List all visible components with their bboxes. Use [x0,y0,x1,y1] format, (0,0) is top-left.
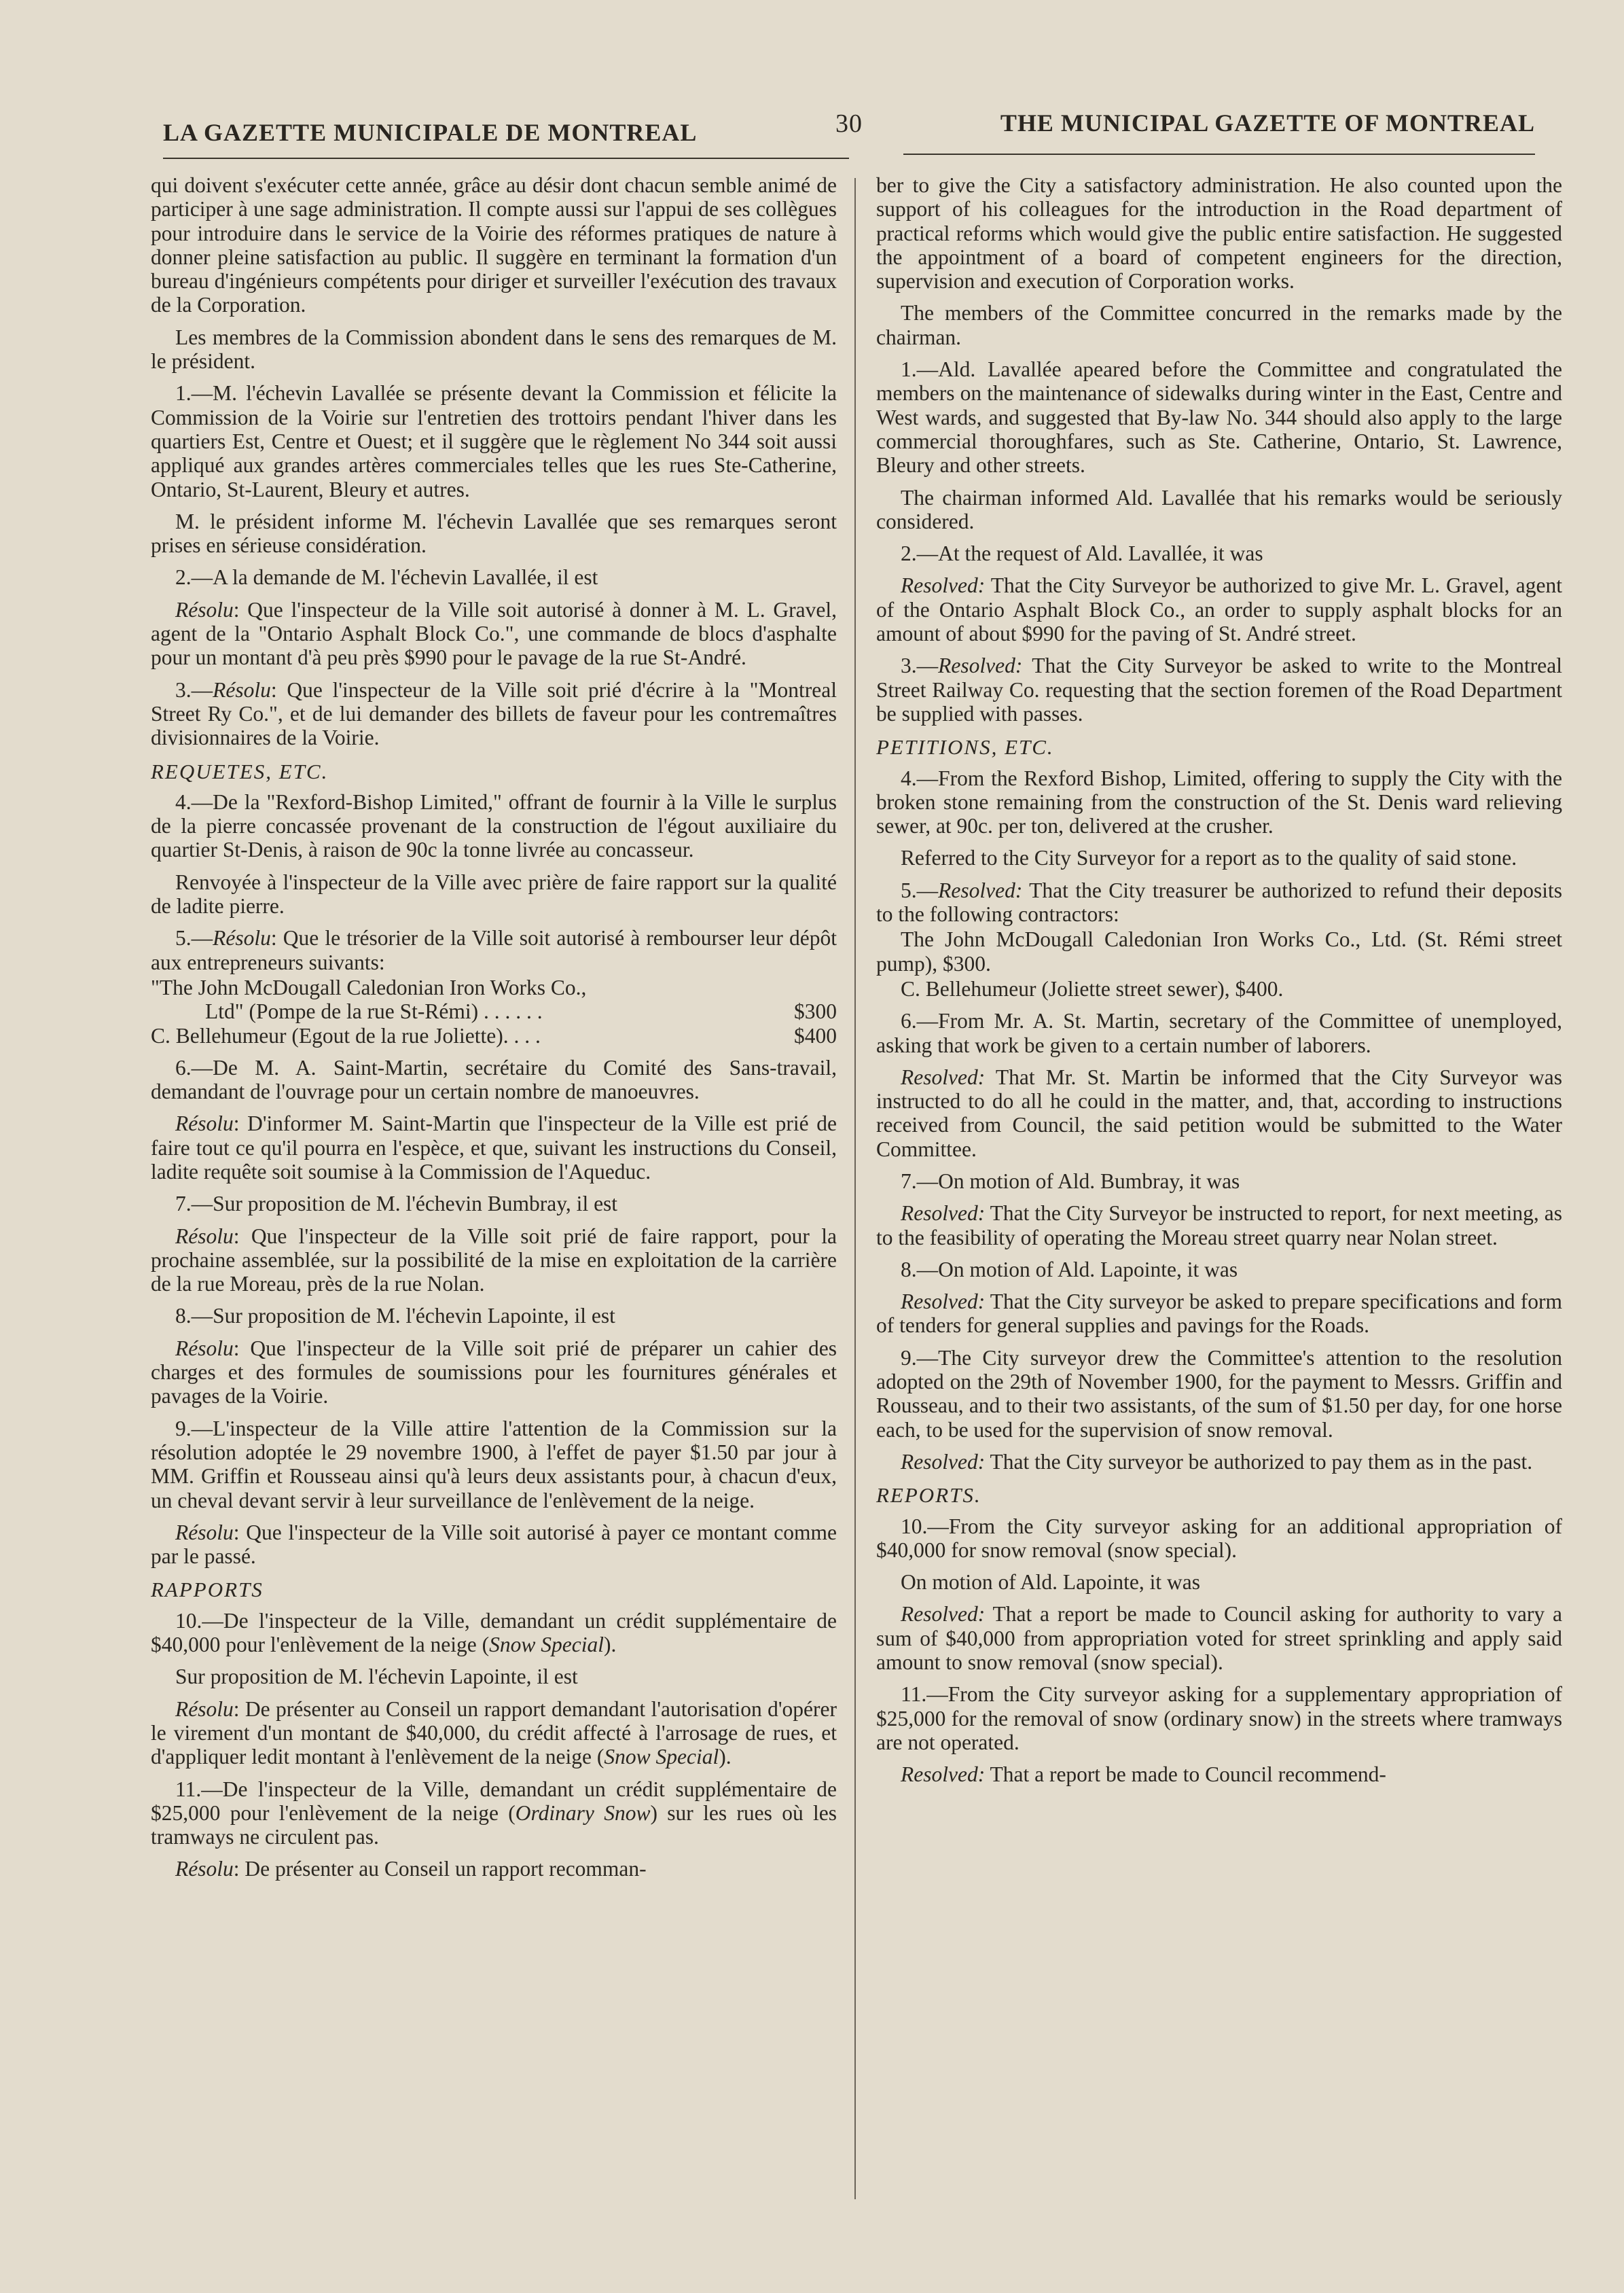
resolution-label: Resolved: [901,1290,986,1314]
resolution-paragraph: Résolu: Que l'inspecteur de la Ville soit autorisé à donner à M. L. Gravel, agent de la "Ontario Asphalt Block Co.", une commande de blocs d'asphalte pour un montant d'à peu près $990 pour le pavage de la rue St-André. [151,597,837,670]
paragraph: The members of the Committee concurred in the remarks made by the chairman. [876,301,1562,349]
paragraph: 1.—M. l'échevin Lavallée se présente devant la Commission et félicite la Commission de la Voirie sur l'entretien des trottoirs pendant l'hiver dans les quartiers Est, Centre et Ouest; et il suggère que le règlement No 344 soit aussi appliqué aux grandes artères commerciales telles que les rues Ste-Catherine, Ontario, St-Laurent, Bleury et autres. [151,381,837,501]
page-header [163,109,1535,156]
resolution-label: Résolu [175,1224,234,1248]
resolution-label: Resolved: [901,1201,986,1226]
header-title-english: THE MUNICIPAL GAZETTE OF MONTREAL [1000,109,1535,137]
resolution-paragraph: Résolu: De présenter au Conseil un rapport recomman- [175,1857,647,1881]
contractor-line: "The John McDougall Caledonian Iron Works Co., [151,975,587,999]
header-rule-left [163,158,849,159]
paragraph: 9.—L'inspecteur de la Ville attire l'attention de la Commission sur la résolution adoptée le 29 novembre 1900, à l'effet de payer $1.50 par jour à MM. Griffin et Rousseau ainsi qu'à leurs deux assistants pour, à chacun d'eux, un cheval devant servir à leur surveillance de l'enlèvement de la neige. [151,1416,837,1512]
resolution-label: Resolved: [938,654,1023,678]
column-divider [854,178,856,2199]
french-column [151,173,837,1889]
paragraph: 9.—The City surveyor drew the Committee's attention to the resolution adopted on the 29th of November 1900, for the payment to Messrs. Griffin and Rousseau, and to their two assistants, of the sum of $1.50 per day, for one horse each, to be used for the supervision of snow removal. [876,1345,1562,1442]
amount: $400 [794,1023,837,1048]
resolution-paragraph: Résolu: Que l'inspecteur de la Ville soit prié de faire rapport, pour la prochaine assemblée, sur la possibilité de la mise en exploitation de la carrière de la rue Moreau, près de la rue Nolan. [151,1224,837,1296]
contractor-line: The John McDougall Caledonian Iron Works Co., Ltd. (St. Rémi street pump), $300. [876,927,1562,976]
section-heading: REQUETES, ETC. [151,759,329,783]
resolution-paragraph: Resolved: That Mr. St. Martin be informed that the City Surveyor was instructed to do all he could in the matter, and, that, according to instructions received from Council, the said petition would be submitted to the Water Committee. [876,1065,1562,1161]
paragraph: 8.—Sur proposition de M. l'échevin Lapointe, il est [175,1304,615,1328]
resolution-paragraph: Résolu: Que l'inspecteur de la Ville soit prié de préparer un cahier des charges et des formules de soumissions pour les fournitures générales et pavages de la Voirie. [151,1336,837,1408]
resolution-paragraph: Resolved: That the City Surveyor be authorized to give Mr. L. Gravel, agent of the Ontario Asphalt Block Co., an order to supply asphalt blocks for an amount of about $990 for the paving of St. André street. [876,573,1562,646]
paragraph: 6.—De M. A. Saint-Martin, secrétaire du Comité des Sans-travail, demandant de l'ouvrage pour un certain nombre de manoeuvres. [151,1055,837,1104]
resolution-label: Resolved: [901,1602,986,1627]
paragraph: 4.—De la "Rexford-Bishop Limited," offrant de fournir à la Ville le surplus de la pierre concassée provenant de la construction de l'égout auxiliaire du quartier St-Denis, à raison de 90c la tonne livrée au concasseur. [151,789,837,862]
paragraph: The chairman informed Ald. Lavallée that his remarks would be seriously considered. [876,485,1562,533]
paragraph: Renvoyée à l'inspecteur de la Ville avec prière de faire rapport sur la qualité de ladite pierre. [151,870,837,919]
resolution-label: Resolved: [901,1449,986,1474]
resolution-label: Résolu [175,1336,234,1360]
resolution-label: Resolved: [901,573,986,598]
resolution-label: Resolved: [938,878,1023,902]
header-rule-right [903,154,1535,155]
paragraph: 11.—From the City surveyor asking for a supplementary appropriation of $25,000 for the removal of snow (ordinary snow) in the streets where tramways are not operated. [876,1682,1562,1754]
contractor-line: C. Bellehumeur (Egout de la rue Joliette). . . . $400 [151,1023,837,1048]
paragraph: 6.—From Mr. A. St. Martin, secretary of the Committee of unemployed, asking that work be given to a certain number of laborers. [876,1009,1562,1057]
paragraph: 4.—From the Rexford Bishop, Limited, offering to supply the City with the broken stone remaining from the construction of the St. Denis ward relieving sewer, at 90c. per ton, delivered at the crusher. [876,766,1562,838]
paragraph: 1.—Ald. Lavallée apeared before the Committee and congratulated the members on the maintenance of sidewalks during winter in the East, Centre and West wards, and suggested that By-law No. 344 should also apply to the large commercial thoroughfares, such as Ste. Catherine, Ontario, St. Lawrence, Bleury and other streets. [876,357,1562,478]
amount: $300 [794,999,837,1024]
resolution-label: Résolu [175,1696,234,1721]
paragraph: Referred to the City Surveyor for a report as to the quality of said stone. [901,846,1517,870]
paragraph: 7.—Sur proposition de M. l'échevin Bumbray, il est [175,1192,618,1216]
paragraph: On motion of Ald. Lapointe, it was [901,1570,1200,1595]
resolution-label: Resolved: [901,1762,986,1787]
resolution-paragraph: Resolved: That a report be made to Council asking for authority to vary a sum of $40,000 from appropriation voted for street sprinkling and apply said amount to snow removal (snow special). [876,1602,1562,1675]
resolution-label: Résolu [175,1112,234,1136]
paragraph: 8.—On motion of Ald. Lapointe, it was [901,1257,1238,1281]
english-column [876,173,1562,1795]
resolution-paragraph: Resolved: That a report be made to Council recommend- [901,1762,1386,1787]
resolution-label: Résolu [213,677,271,702]
resolution-paragraph: Résolu: D'informer M. Saint-Martin que l'inspecteur de la Ville est prié de faire tout ce qu'il pourra en l'espèce, et que, suivant les instructions du Conseil, ladite requête soit soumise à la Commission de l'Aqueduc. [151,1112,837,1184]
resolution-paragraph: Résolu: Que l'inspecteur de la Ville soit autorisé à payer ce montant comme par le passé. [151,1520,837,1569]
paragraph: ber to give the City a satisfactory administration. He also counted upon the support of his colleagues for the introduction in the Road department of practical reforms which would give the public entire satisfaction. He suggested the appointment of a board of competent engineers for the direction, supervision and execution of Corporation works. [876,173,1562,294]
paragraph: M. le président informe M. l'échevin Lavallée que ses remarques seront prises en sérieuse considération. [151,509,837,558]
section-heading: RAPPORTS [151,1578,264,1602]
paragraph: Les membres de la Commission abondent dans le sens des remarques de M. le président. [151,325,837,374]
resolution-paragraph: 3.—Resolved: That the City Surveyor be asked to write to the Montreal Street Railway Co. requesting that the section foremen of the Road Department be supplied with passes. [876,654,1562,726]
header-title-french: LA GAZETTE MUNICIPALE DE MONTREAL [163,119,698,146]
resolution-paragraph: Resolved: That the City surveyor be asked to prepare specifications and form of tenders for general supplies and pavings for the Roads. [876,1290,1562,1338]
paragraph: 10.—De l'inspecteur de la Ville, demandant un crédit supplémentaire de $40,000 pour l'enlèvement de la neige (Snow Special). [151,1608,837,1657]
paragraph: 10.—From the City surveyor asking for an additional appropriation of $40,000 for snow removal (snow special). [876,1514,1562,1562]
section-heading: PETITIONS, ETC. [876,735,1054,760]
resolution-paragraph: Résolu: De présenter au Conseil un rapport demandant l'autorisation d'opérer le virement d'un montant de $40,000, du crédit affecté à l'arrosage de rues, et d'appliquer ledit montant à l'enlèvement de la neige (Snow Special). [151,1696,837,1769]
resolution-paragraph: 3.—Résolu: Que l'inspecteur de la Ville soit prié d'écrire à la "Montreal Street Ry Co.", et de lui demander des billets de faveur pour les contremaîtres divisionnaires de la Voirie. [151,677,837,750]
paragraph: 7.—On motion of Ald. Bumbray, it was [901,1169,1240,1193]
resolution-paragraph: 5.—Resolved: That the City treasurer be authorized to refund their deposits to the following contractors: [876,878,1562,927]
resolution-label: Résolu [175,1520,234,1544]
resolution-label: Résolu [175,1857,234,1881]
resolution-label: Resolved: [901,1065,986,1089]
paragraph: 2.—A la demande de M. l'échevin Lavallée, il est [175,565,598,590]
page-number: 30 [835,109,863,138]
resolution-paragraph: Resolved: That the City surveyor be authorized to pay them as in the past. [901,1449,1533,1474]
paragraph: qui doivent s'exécuter cette année, grâce au désir dont chacun semble animé de participer à une sage administration. Il compte aussi sur l'appui de ses collègues pour introduire dans le service de la Voirie des réformes pratiques de nature à donner pleine satisfaction au public. Il suggère en terminant la formation d'un bureau d'ingénieurs compétents pour diriger et surveiller l'exécution des travaux de la Corporation. [151,173,837,317]
paragraph: 2.—At the request of Ald. Lavallée, it was [901,541,1263,566]
resolution-label: Résolu [175,597,234,622]
paragraph: Sur proposition de M. l'échevin Lapointe, il est [175,1665,578,1689]
contractor-line: Ltd" (Pompe de la rue St-Rémi) . . . . . . $300 [205,999,837,1024]
contractor-line: C. Bellehumeur (Joliette street sewer), $400. [901,976,1284,1001]
resolution-label: Résolu [213,926,271,950]
section-heading: REPORTS. [876,1483,981,1508]
resolution-paragraph: 5.—Résolu: Que le trésorier de la Ville soit autorisé à rembourser leur dépôt aux entrepreneurs suivants: [151,926,837,974]
resolution-paragraph: Resolved: That the City Surveyor be instructed to report, for next meeting, as to the feasibility of operating the Moreau street quarry near Nolan street. [876,1201,1562,1249]
paragraph: 11.—De l'inspecteur de la Ville, demandant un crédit supplémentaire de $25,000 pour l'enlèvement de la neige (Ordinary Snow) sur les rues où les tramways ne circulent pas. [151,1777,837,1849]
